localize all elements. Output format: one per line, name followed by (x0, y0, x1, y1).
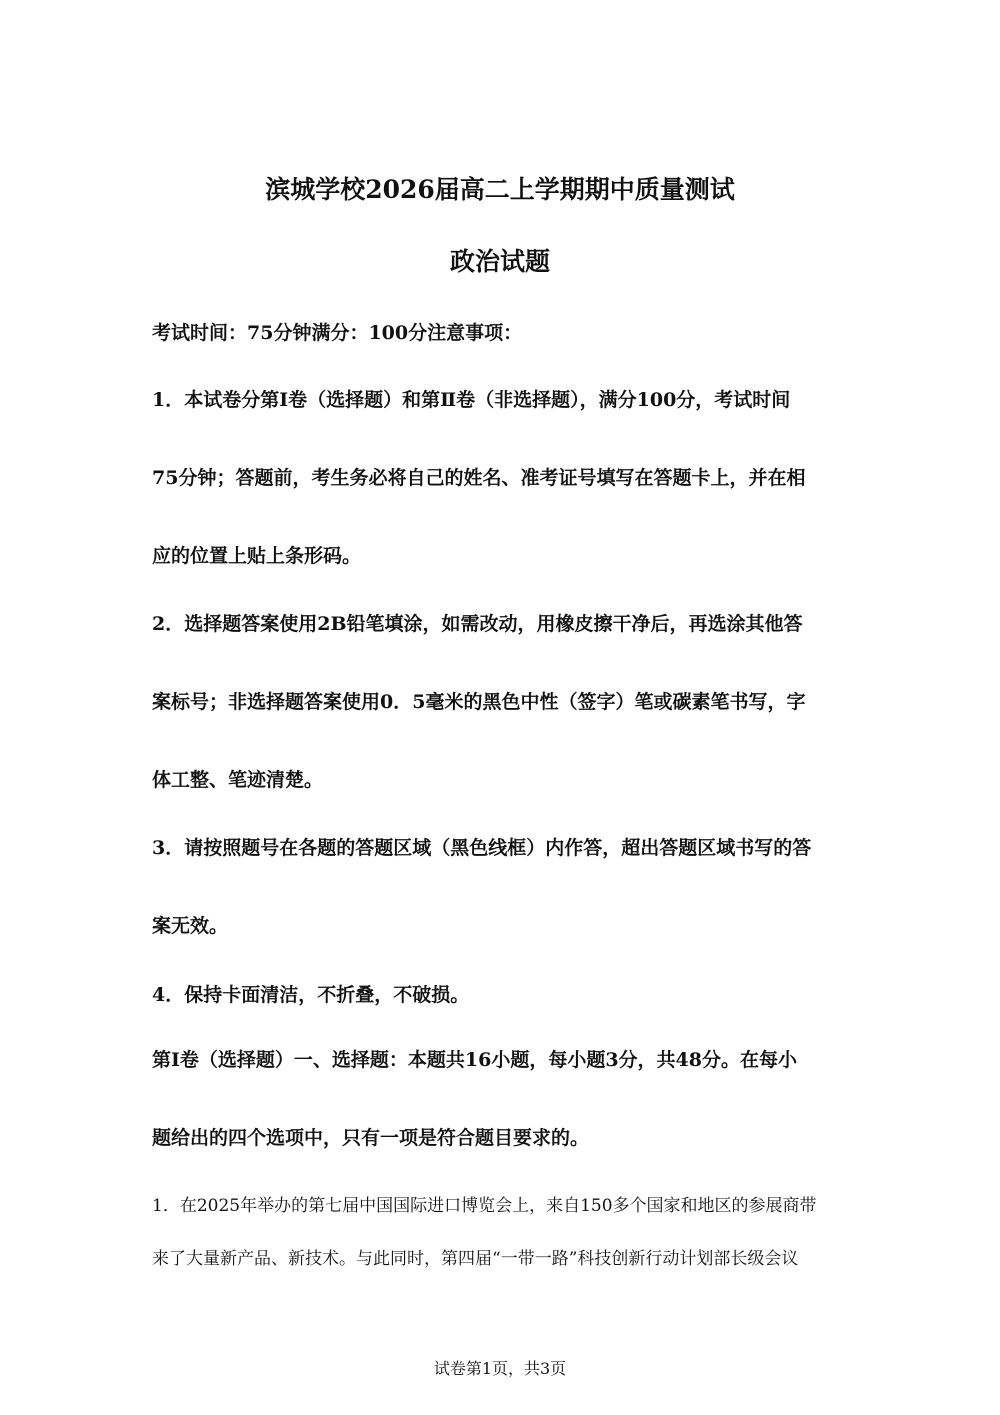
notice-1-line-3: 应的位置上贴上条形码。 (152, 545, 362, 567)
notice-4-line-1: 4．保持卡面清洁，不折叠，不破损。 (152, 984, 470, 1006)
page-subtitle: 政治试题 (449, 247, 550, 276)
exam-info: 考试时间：75分钟满分：100分注意事项： (152, 322, 523, 344)
notice-2-line-2: 案标号；非选择题答案使用0．5毫米的黑色中性（签字）笔或碳素笔书写，字 (152, 691, 806, 713)
notice-1-line-1: 1．本试卷分第Ⅰ卷（选择题）和第Ⅱ卷（非选择题），满分100分，考试时间 (152, 389, 791, 411)
section-1-line-1: 第Ⅰ卷（选择题）一、选择题：本题共16小题，每小题3分，共48分。在每小 (152, 1049, 797, 1071)
page-title: 滨城学校2026届高二上学期期中质量测试 (265, 175, 735, 204)
notice-3-line-2: 案无效。 (152, 915, 229, 937)
section-1-line-2: 题给出的四个选项中，只有一项是符合题目要求的。 (152, 1127, 590, 1149)
question-1-line-1: 1．在2025年举办的第七届中国国际进口博览会上，来自150多个国家和地区的参展商带 (152, 1196, 817, 1216)
notice-2-line-3: 体工整、笔迹清楚。 (152, 769, 324, 791)
question-1-line-2: 来了大量新产品、新技术。与此同时，第四届“一带一路”科技创新行动计划部长级会议 (152, 1249, 799, 1269)
notice-1-line-2: 75分钟；答题前，考生务必将自己的姓名、准考证号填写在答题卡上，并在相 (152, 467, 806, 489)
notice-2-line-1: 2．选择题答案使用2B铅笔填涂，如需改动，用橡皮擦干净后，再选涂其他答 (152, 613, 803, 635)
notice-3-line-1: 3．请按照题号在各题的答题区域（黑色线框）内作答，超出答题区域书写的答 (152, 837, 812, 859)
page-footer: 试卷第1页，共3页 (433, 1359, 567, 1378)
